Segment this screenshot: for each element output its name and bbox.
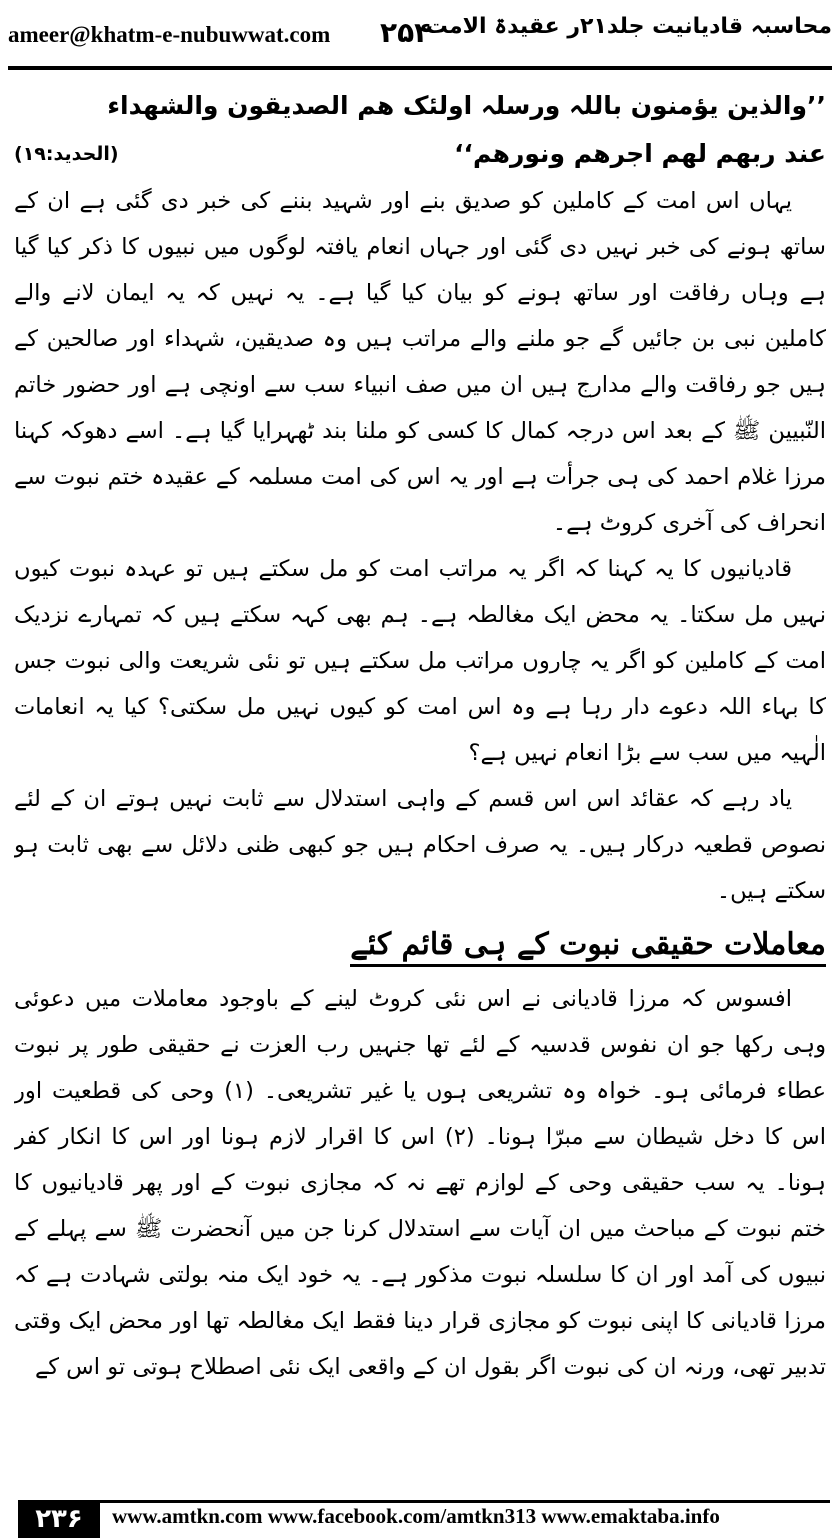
header-page-number: ۲۵۴ bbox=[380, 16, 432, 49]
page-footer bbox=[0, 1492, 840, 1540]
footer-page-number: ۲۳۶ bbox=[18, 1500, 100, 1538]
quranic-quote-line-1: ’’والذین یؤمنون باللہ ورسلہ اولئک ھم الصدیقون والشھداء bbox=[107, 91, 826, 120]
section-heading bbox=[14, 920, 826, 970]
page-body bbox=[14, 82, 826, 1487]
quote-reference: (الحدید:۱۹) bbox=[14, 143, 119, 165]
header-divider bbox=[8, 66, 832, 70]
quranic-quote-line-2 bbox=[14, 130, 826, 178]
footer-divider bbox=[18, 1500, 830, 1503]
paragraph-3: یاد رہے کہ عقائد اس اس قسم کے واہی استدلال سے ثابت نہیں ہوتے ان کے لئے نصوص قطعیہ درکار ہیں۔ یہ صرف احکام ہیں جو کبھی ظنی دلائل سے بھی ثابت ہو سکتے ہیں۔ bbox=[14, 786, 826, 904]
header-book-title: محاسبہ قادیانیت جلد۲۱ر عقیدۃ الامت bbox=[425, 14, 832, 39]
page-header bbox=[0, 0, 840, 64]
quote-line-2-text: عند ربھم لھم اجرھم ونورھم‘‘ bbox=[454, 139, 826, 168]
footer-website-links[interactable]: www.amtkn.com www.facebook.com/amtkn313 www.emaktaba.info bbox=[112, 1504, 720, 1528]
paragraph-2: قادیانیوں کا یہ کہنا کہ اگر یہ مراتب امت کو مل سکتے ہیں تو عہدہ نبوت کیوں نہیں مل سکتا۔ یہ محض ایک مغالطہ ہے۔ ہم بھی کہہ سکتے ہیں کہ تمہارے نزدیک امت کے کاملین کو اگر یہ چاروں مراتب مل سکتے ہیں تو نئی شریعت والی نبوت جس کا بہاء اللہ دعوے دار رہا ہے وہ اس امت کو کیوں نہیں مل سکتی؟ کیا یہ انعامات الٰہیہ میں سب سے بڑا انعام نہیں ہے؟ bbox=[14, 556, 826, 766]
section-heading-text: معاملات حقیقی نبوت کے ہی قائم کئے bbox=[350, 927, 826, 967]
section-paragraph: افسوس کہ مرزا قادیانی نے اس نئی کروٹ لینے کے باوجود معاملات میں دعوئی وہی رکھا جو ان نفوس قدسیہ کے لئے تھا جنہیں رب العزت نے حقیقی طور پر نبوت عطاء فرمائی ہو۔ خواہ وہ تشریعی ہوں یا غیر تشریعی۔ (۱) وحی کی قطعیت اور اس کا دخل شیطان سے مبرّا ہونا۔ (۲) اس کا اقرار لازم ہونا اور اس کا انکار کفر ہونا۔ یہ سب حقیقی وحی کے لوازم تھے نہ کہ مجازی نبوت کے اور پھر قادیانیوں کا ختم نبوت کے مباحث میں ان آیات سے استدلال کرنا جن میں آنحضرت ﷺ سے پہلے کے نبیوں کی آمد اور ان کا سلسلہ نبوت مذکور ہے۔ یہ خود ایک منہ بولتی شہادت ہے کہ مرزا قادیانی کا اپنی نبوت کو مجازی قرار دینا فقط ایک مغالطہ تھا اور محض ایک وقتی تدبیر تھی، ورنہ ان کی نبوت اگر بقول ان کے واقعی ایک نئی اصطلاح ہوتی تو اس کے bbox=[14, 986, 826, 1380]
header-email[interactable]: ameer@khatm-e-nubuwwat.com bbox=[8, 22, 331, 47]
paragraph-1: یہاں اس امت کے کاملین کو صدیق بنے اور شہید بننے کی خبر دی گئی ہے ان کے ساتھ ہونے کی خبر نہیں دی گئی اور جہاں انعام یافتہ لوگوں میں نبیوں کا ذکر کیا گیا ہے وہاں رفاقت اور ساتھ ہونے کو بیان کیا گیا ہے۔ یہ نہیں کہ یہ ایمان لانے والے کاملین نبی بن جائیں گے جو ملنے والے مراتب ہیں وہ صدیقین، شہداء اور صالحین کے ہیں جو رفاقت والے مدارج ہیں ان میں صف انبیاء سب سے اونچی ہے اور حضور خاتم النّبیین ﷺ کے بعد اس درجہ کمال کا کسی کو ملنا بند ٹھہرایا گیا ہے۔ اسے دھوکہ کہنا مرزا غلام احمد کی ہی جرأت ہے اور یہ اس کی امت مسلمہ کے عقیدہ ختم نبوت سے انحراف کی آخری کروٹ ہے۔ bbox=[14, 188, 826, 536]
